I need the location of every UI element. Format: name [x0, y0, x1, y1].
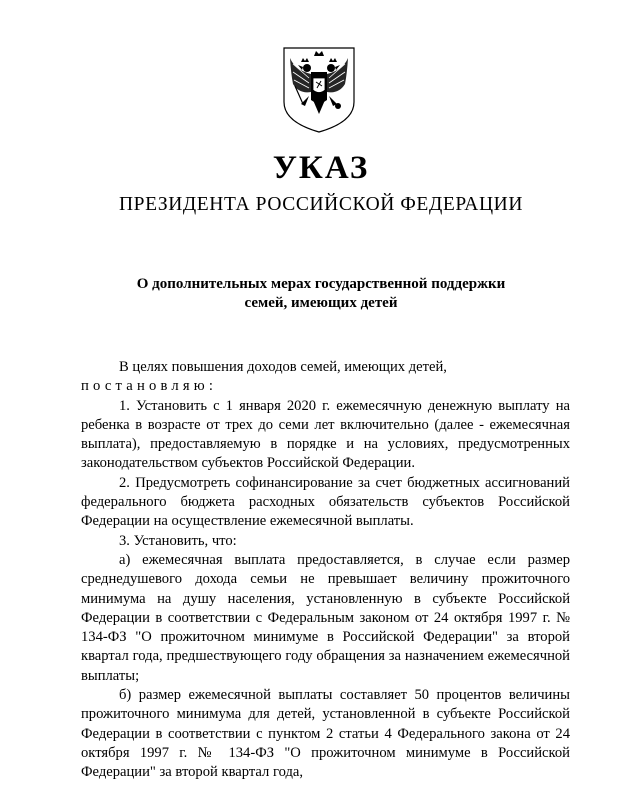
- paragraph-3a: а) ежемесячная выплата предоставляется, в случае если размер среднедушевого дохода семьи не превышает величину прожиточного минимума на душу населения, установленную в субъекте Российской Федерации в соответствии с Федеральным законом от 24 октября 1997 г. № 134-ФЗ "О прожиточном минимуме в Российской Федерации" за второй квартал года, предшествующего году обращения за назначением ежемесячной выплаты;: [81, 551, 570, 684]
- decree-body: [81, 358, 570, 783]
- intro-paragraph: В целях повышения доходов семей, имеющих детей,: [119, 359, 447, 375]
- decree-title: УКАЗ: [272, 150, 370, 186]
- paragraph-3b: б) размер ежемесячной выплаты составляет 50 процентов величины прожиточного минимума для детей, установленной в субъекте Российской Федерации в соответствии с пунктом 2 статьи 4 Федерального закона от 24 октября 1997 г. № 134-ФЗ "О прожиточном минимуме в Российской Федерации" за второй квартал года,: [81, 687, 570, 781]
- paragraph-3: 3. Установить, что:: [119, 532, 237, 549]
- heading-line-1: О дополнительных мерах государственной поддержки: [136, 276, 506, 292]
- paragraph-2: 2. Предусмотреть софинансирование за счет бюджетных ассигнований федерального бюджета расходных обязательств субъектов Российской Федерации на осуществление ежемесячной выплаты.: [81, 474, 570, 530]
- decree-heading: [80, 275, 562, 313]
- russian-coat-of-arms-icon: [281, 42, 357, 134]
- decree-subtitle: ПРЕЗИДЕНТА РОССИЙСКОЙ ФЕДЕРАЦИИ: [118, 194, 524, 215]
- decree-word: постановляю:: [81, 378, 218, 395]
- paragraph-1: 1. Установить с 1 января 2020 г. ежемесячную денежную выплату на ребенка в возрасте от трех до семи лет включительно (далее - ежемесячная выплата), предоставляемую в порядке и на условиях, предусмотренных законодательством субъектов Российской Федерации.: [81, 397, 570, 472]
- heading-line-2: семей, имеющих детей: [244, 295, 398, 311]
